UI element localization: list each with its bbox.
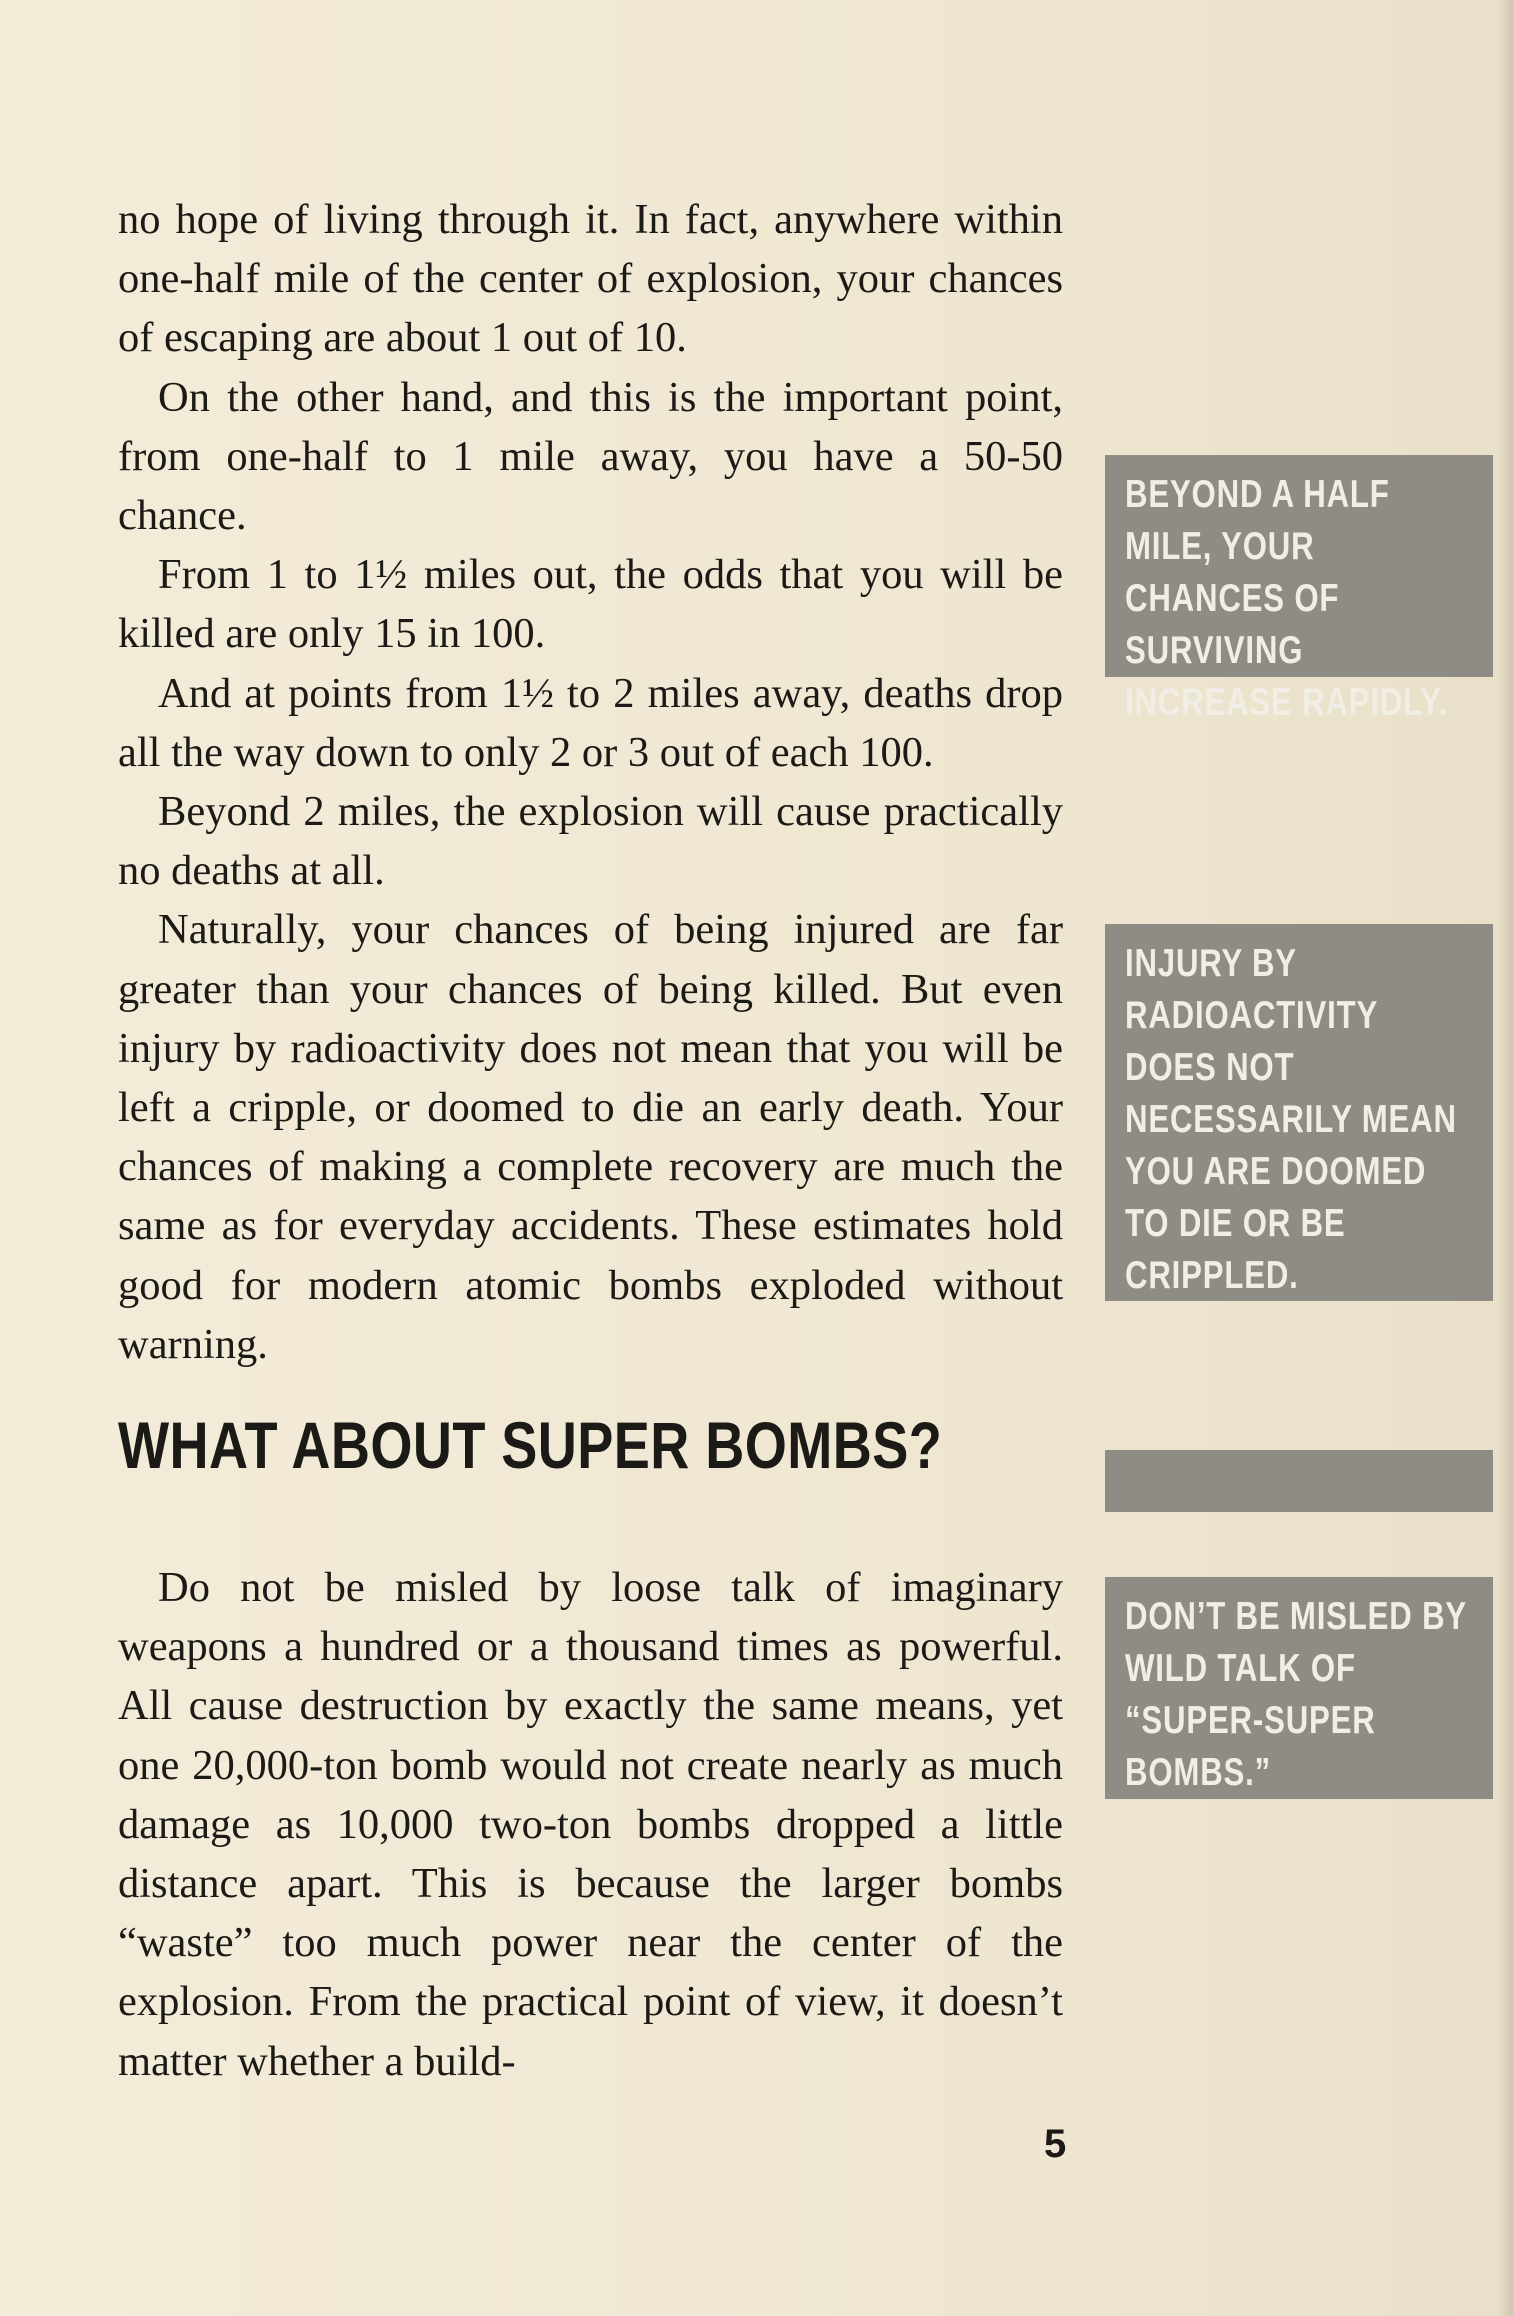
margin-callout-half-mile — [1105, 455, 1493, 724]
callout-text: BEYOND A HALF MILE, YOUR CHANCES OF SURVIVING INCREASE RAPIDLY. — [1125, 473, 1448, 724]
paragraph: Naturally, your chances of being injured are far greater than your chances of being killed. But even injury by radioactivity does not mean that you will be left a cripple, or doomed to die an early death. Your chances of making a complete recovery are much the same as for everyday accidents. These estimates hold good for modern atomic bombs exploded without warning. — [118, 906, 1063, 1368]
paragraph: Beyond 2 miles, the explosion will cause practically no deaths at all. — [118, 788, 1063, 895]
paragraph: From 1 to 1½ miles out, the odds that you will be killed are only 15 in 100. — [118, 551, 1063, 658]
body-text-top — [118, 190, 1063, 1374]
margin-bar-divider — [1105, 1450, 1493, 1512]
callout-text: DON’T BE MISLED BY WILD TALK OF “SUPER-SUPER BOMBS.” — [1125, 1595, 1467, 1794]
margin-callout-super-bombs — [1105, 1577, 1493, 1799]
section-heading: WHAT ABOUT SUPER BOMBS? — [118, 1408, 943, 1482]
paragraph: And at points from 1½ to 2 miles away, deaths drop all the way down to only 2 or 3 out of each 100. — [118, 669, 1063, 776]
margin-callout-injury — [1105, 924, 1493, 1301]
callout-text: INJURY BY RADIOACTIVITY DOES NOT NECESSARILY MEAN YOU ARE DOOMED TO DIE OR BE CRIPPLED. — [1125, 942, 1457, 1297]
paragraph: Do not be misled by loose talk of imaginary weapons a hundred or a thousand times as powerful. All cause destruction by exactly the same means, yet one 20,000-ton bomb would not create nearly as much damage as 10,000 two-ton bombs dropped a little distance apart. This is because the larger bombs “waste” too much power near the center of the explosion. From the practical point of view, it doesn’t matter whether a build- — [118, 1564, 1063, 2085]
body-text-bottom — [118, 1558, 1063, 2091]
paragraph: On the other hand, and this is the important point, from one-half to 1 mile away, you have a 50-50 chance. — [118, 373, 1063, 540]
page-number: 5 — [1044, 2122, 1067, 2166]
paragraph: no hope of living through it. In fact, anywhere within one-half mile of the center of explosion, your chances of escaping are about 1 out of 10. — [118, 196, 1063, 362]
